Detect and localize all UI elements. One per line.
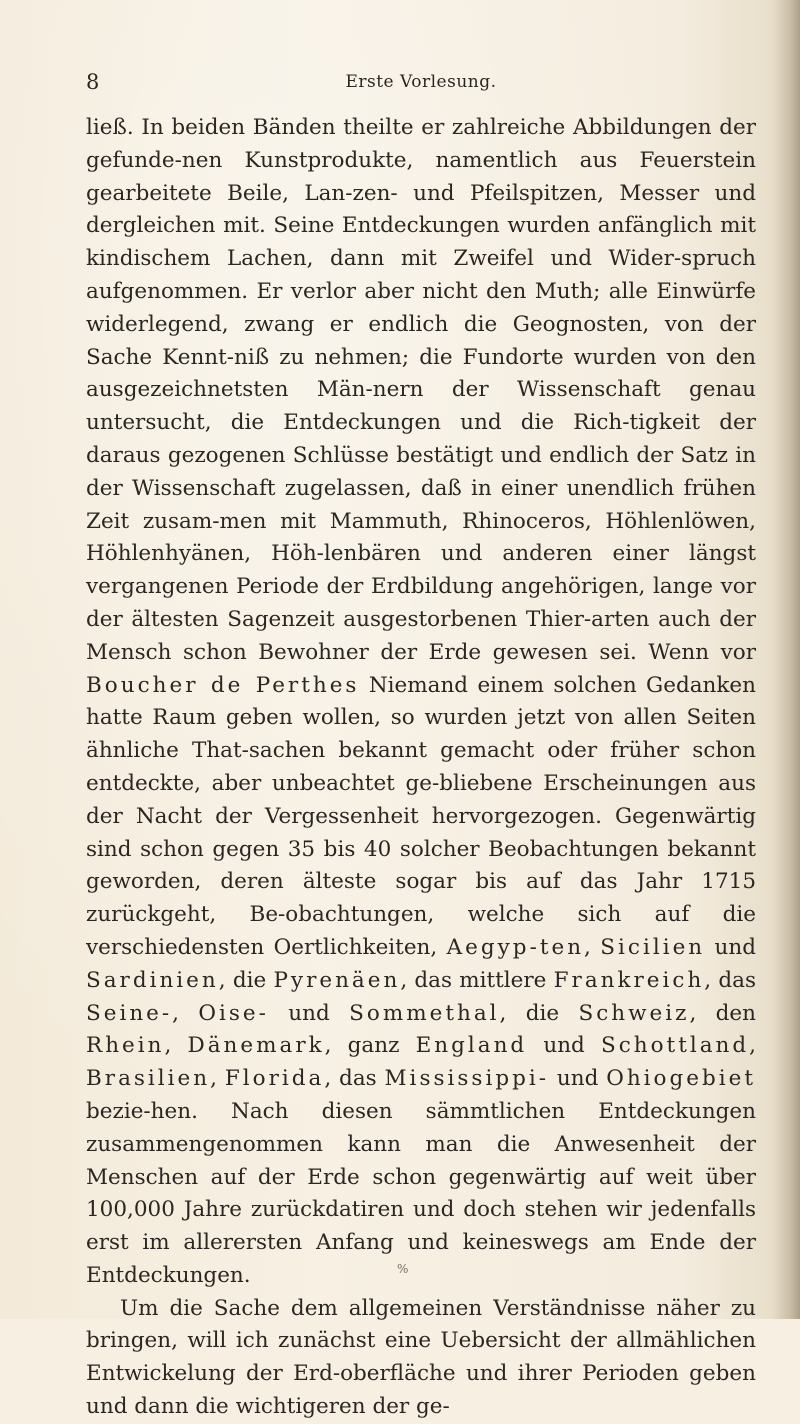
place-name: Brasilien	[86, 1066, 211, 1092]
place-name: England	[415, 1033, 528, 1059]
body-text	[86, 112, 756, 1424]
page-number: 8	[86, 70, 100, 94]
running-title: Erste Vorlesung.	[345, 72, 497, 92]
text-run: , das mittlere	[400, 967, 554, 993]
text-run: , die	[499, 1000, 579, 1026]
text-run: ,	[172, 1000, 199, 1026]
text-run: und	[549, 1066, 607, 1092]
page-header	[86, 70, 756, 100]
paragraph-2	[86, 1293, 756, 1424]
place-name: Oise-	[198, 1000, 269, 1026]
place-name: Florida	[224, 1066, 325, 1092]
text-run: ,	[584, 934, 601, 960]
text-run: ,	[164, 1033, 188, 1059]
place-name: Dänemark	[187, 1033, 325, 1059]
place-name: Pyrenäen	[273, 967, 401, 993]
place-name: Ohiogebiet	[606, 1066, 756, 1092]
place-name: Sicilien	[600, 934, 706, 960]
place-name: Seine-	[86, 1000, 173, 1026]
text-run: und	[705, 934, 757, 960]
text-run: und	[268, 1000, 350, 1026]
text-run: , den	[689, 1000, 756, 1026]
page-gutter-shadow	[774, 0, 800, 1319]
text-run: Niemand einem solchen Gedanken hatte Raum geben wollen, so wurden jetzt von allen Seiten ähnliche That-sachen bekannt gemacht oder früher schon entdeckte, aber unbeachtet ge-bliebene Erscheinungen aus der Nacht der Vergessenheit hervorgezogen. Gegenwärtig sind schon gegen 35 bis 40 solcher Beobachtungen bekannt geworden, deren älteste sogar bis auf das Jahr 1715 zurückgeht, Be-obachtungen, welche sich auf die verschiedensten Oertlichkeiten,	[86, 672, 756, 960]
paragraph-1	[86, 112, 756, 1293]
text-run: , die	[218, 967, 274, 993]
text-run: und	[527, 1033, 601, 1059]
text-run: , ganz	[324, 1033, 416, 1059]
text-run: ,	[210, 1066, 225, 1092]
place-name: Mississippi-	[384, 1066, 549, 1092]
text-run: , das	[704, 967, 756, 993]
place-name: Schottland	[601, 1033, 750, 1059]
place-name: Sommethal	[349, 1000, 500, 1026]
text-run: ,	[749, 1033, 756, 1059]
place-name: Aegyp-ten	[446, 934, 585, 960]
place-name: Frankreich	[553, 967, 705, 993]
place-name: Sardinien	[86, 967, 219, 993]
place-name: Schweiz	[578, 1000, 690, 1026]
text-run: ließ. In beiden Bänden theilte er zahlreiche Abbildungen der gefunde-nen Kunstprodukte, namentlich aus Feuerstein gearbeitete Beile, Lan-zen- und Pfeilspitzen, Messer und dergleichen mit. Seine Entdeckungen wurden anfänglich mit kindischem Lachen, dann mit Zweifel und Wider-spruch aufgenommen. Er verlor aber nicht den Muth; alle Einwürfe widerlegend, zwang er endlich die Geognosten, von der Sache Kennt-niß zu nehmen; die Fundorte wurden von den ausgezeichnetsten Män-nern der Wissenschaft genau untersucht, die Entdeckungen und die Rich-tigkeit der daraus gezogenen Schlüsse bestätigt und endlich der Satz in der Wissenschaft zugelassen, daß in einer unendlich frühen Zeit zusam-men mit Mammuth, Rhinoceros, Höhlenlöwen, Höhlenhyänen, Höh-lenbären und anderen einer längst vergangenen Periode der Erdbildung angehörigen, lange vor der ältesten Sagenzeit ausgestorbenen Thier-arten auch der Mensch schon Bewohner der Erde gewesen sei. Wenn vor	[86, 115, 756, 665]
place-name: Rhein	[86, 1033, 165, 1059]
person-name: Boucher de Perthes	[86, 672, 360, 698]
text-run: , das	[324, 1066, 385, 1092]
text-run: Um die Sache dem allgemeinen Verständnisse näher zu bringen, will ich zunächst eine Uebersicht der allmählichen Entwickelung der Erd-oberfläche und ihrer Perioden geben und dann die wichtigeren der ge-	[86, 1295, 756, 1420]
text-run: bezie-hen. Nach diesen sämmtlichen Entdeckungen zusammengenommen kann man die Anwesenheit der Menschen auf der Erde schon gegenwärtig auf weit über 100,000 Jahre zurückdatiren und doch stehen wir jedenfalls erst im allerersten Anfang und keineswegs am Ende der Entdeckungen.	[86, 1098, 756, 1288]
footer-mark: %	[397, 1262, 409, 1276]
